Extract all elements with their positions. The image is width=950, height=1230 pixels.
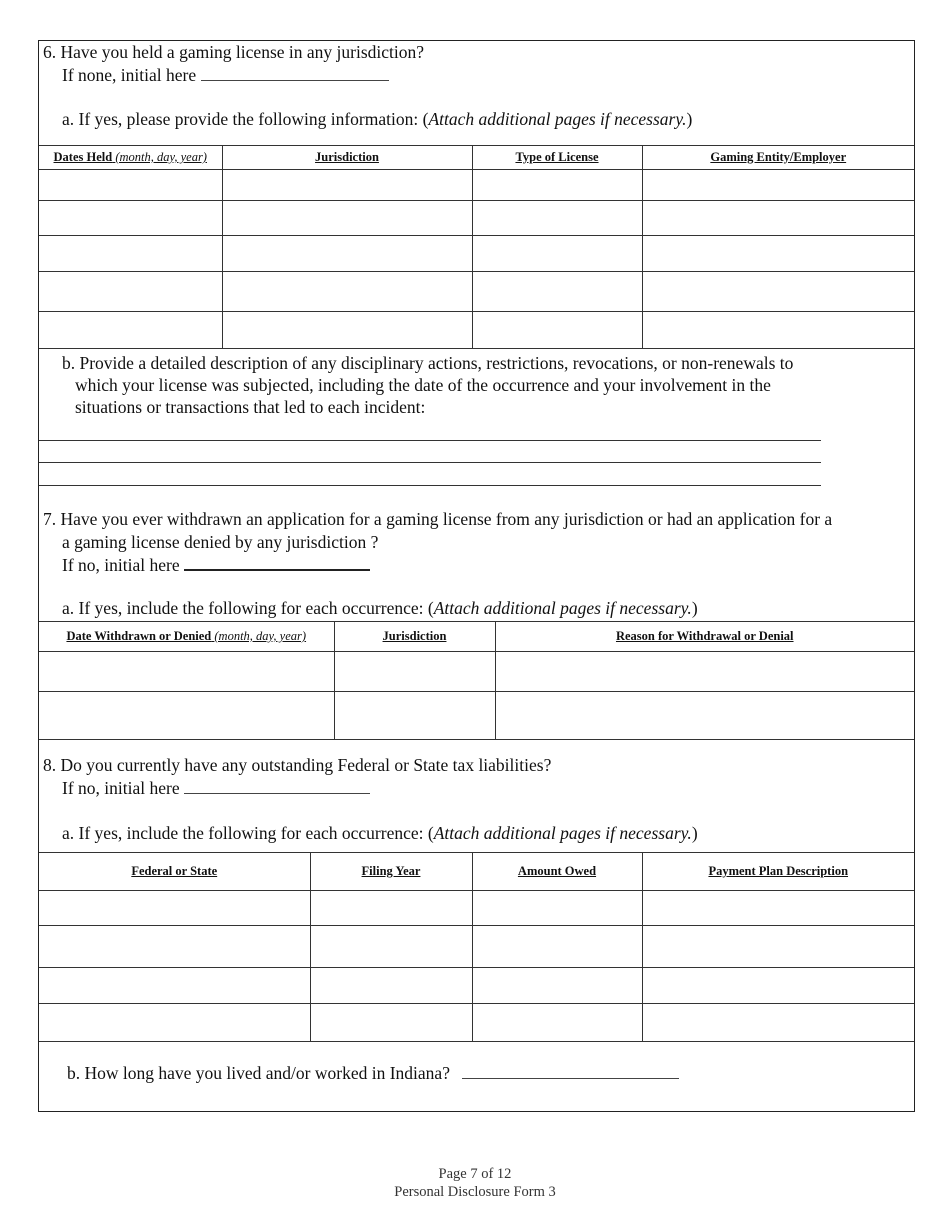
q8-initial-row bbox=[62, 777, 370, 799]
table-cell[interactable] bbox=[642, 968, 914, 1004]
table-cell[interactable] bbox=[39, 236, 222, 272]
table-cell[interactable] bbox=[642, 170, 914, 201]
q6-col-type: Type of License bbox=[472, 146, 642, 170]
table-cell[interactable] bbox=[472, 272, 642, 312]
table-cell[interactable] bbox=[472, 312, 642, 349]
q6-license-table bbox=[39, 145, 914, 349]
q6-initial-field[interactable] bbox=[201, 64, 389, 81]
footer-form-name: Personal Disclosure Form 3 bbox=[394, 1184, 556, 1200]
table-row bbox=[39, 968, 914, 1004]
q6-b-line3: situations or transactions that led to each incident: bbox=[75, 397, 426, 417]
table-cell[interactable] bbox=[310, 1004, 472, 1042]
table-cell[interactable] bbox=[472, 926, 642, 968]
table-cell[interactable] bbox=[472, 201, 642, 236]
table-cell[interactable] bbox=[642, 1004, 914, 1042]
table-cell[interactable] bbox=[222, 272, 472, 312]
table-cell[interactable] bbox=[310, 891, 472, 926]
q8-tax-table bbox=[39, 852, 914, 1042]
table-cell[interactable] bbox=[310, 968, 472, 1004]
table-cell[interactable] bbox=[642, 236, 914, 272]
q7-initial-row bbox=[62, 553, 370, 576]
q8-b-row bbox=[67, 1062, 679, 1084]
table-cell[interactable] bbox=[39, 170, 222, 201]
table-row bbox=[39, 1004, 914, 1042]
footer-page-number: Page 7 of 12 bbox=[438, 1166, 512, 1182]
q8-a-italic: Attach additional pages if necessary. bbox=[433, 823, 692, 843]
table-cell[interactable] bbox=[495, 692, 914, 740]
table-cell[interactable] bbox=[642, 272, 914, 312]
q6-a-instruction bbox=[62, 108, 692, 130]
table-cell[interactable] bbox=[334, 692, 495, 740]
table-cell[interactable] bbox=[39, 926, 310, 968]
q8-a-instruction bbox=[62, 822, 698, 844]
q7-initial-label: If no, initial here bbox=[62, 555, 180, 575]
table-cell[interactable] bbox=[472, 236, 642, 272]
table-cell[interactable] bbox=[472, 170, 642, 201]
table-cell[interactable] bbox=[495, 652, 914, 692]
q6-b-answer-line[interactable] bbox=[39, 485, 821, 486]
table-row bbox=[39, 272, 914, 312]
q8-col-filing-year: Filing Year bbox=[310, 853, 472, 891]
table-cell[interactable] bbox=[472, 891, 642, 926]
table-row bbox=[39, 170, 914, 201]
q7-a-italic: Attach additional pages if necessary. bbox=[433, 598, 692, 618]
q8-b-answer-field[interactable] bbox=[462, 1062, 679, 1079]
q8-a-text: a. If yes, include the following for each occurrence: ( bbox=[62, 823, 434, 843]
q6-question: 6. Have you held a gaming license in any jurisdiction? bbox=[43, 42, 425, 62]
table-cell[interactable] bbox=[642, 891, 914, 926]
table-row bbox=[39, 201, 914, 236]
table-cell[interactable] bbox=[642, 926, 914, 968]
table-cell[interactable] bbox=[472, 1004, 642, 1042]
q6-b-answer-line[interactable] bbox=[39, 462, 821, 463]
q8-initial-label: If no, initial here bbox=[62, 778, 180, 798]
table-cell[interactable] bbox=[39, 1004, 310, 1042]
q7-question-line2: a gaming license denied by any jurisdiction ? bbox=[62, 532, 379, 552]
form-frame bbox=[38, 40, 915, 1112]
table-cell[interactable] bbox=[39, 968, 310, 1004]
q7-a-instruction bbox=[62, 597, 698, 619]
table-cell[interactable] bbox=[222, 236, 472, 272]
table-cell[interactable] bbox=[222, 201, 472, 236]
q6-a-italic: Attach additional pages if necessary. bbox=[428, 109, 687, 129]
table-cell[interactable] bbox=[222, 170, 472, 201]
q6-col-entity: Gaming Entity/Employer bbox=[642, 146, 914, 170]
table-cell[interactable] bbox=[39, 312, 222, 349]
table-cell[interactable] bbox=[642, 312, 914, 349]
table-cell[interactable] bbox=[39, 692, 334, 740]
q7-col-jurisdiction: Jurisdiction bbox=[334, 622, 495, 652]
q7-a-close: ) bbox=[691, 598, 698, 618]
table-cell[interactable] bbox=[39, 201, 222, 236]
table-row bbox=[39, 236, 914, 272]
q8-col-payment-plan: Payment Plan Description bbox=[642, 853, 914, 891]
table-cell[interactable] bbox=[472, 968, 642, 1004]
q7-a-text: a. If yes, include the following for each occurrence: ( bbox=[62, 598, 434, 618]
q6-col-dates-held: Dates Held (month, day, year) bbox=[39, 146, 222, 170]
q7-col-reason: Reason for Withdrawal or Denial bbox=[495, 622, 914, 652]
table-row bbox=[39, 312, 914, 349]
table-row bbox=[39, 652, 914, 692]
q8-col-federal-state: Federal or State bbox=[39, 853, 310, 891]
table-row bbox=[39, 692, 914, 740]
q6-b-line1: b. Provide a detailed description of any disciplinary actions, restrictions, revocations, or non-renewals to bbox=[62, 353, 794, 373]
q6-initial-label: If none, initial here bbox=[62, 65, 197, 85]
q7-application-table bbox=[39, 621, 914, 740]
q7-question-line1: 7. Have you ever withdrawn an application for a gaming license from any jurisdiction or had an application for a bbox=[43, 509, 833, 529]
table-cell[interactable] bbox=[642, 201, 914, 236]
q8-col-amount-owed: Amount Owed bbox=[472, 853, 642, 891]
q6-col-jurisdiction: Jurisdiction bbox=[222, 146, 472, 170]
table-cell[interactable] bbox=[222, 312, 472, 349]
q6-b-answer-line[interactable] bbox=[39, 440, 821, 441]
table-cell[interactable] bbox=[334, 652, 495, 692]
q6-a-close: ) bbox=[686, 109, 693, 129]
table-cell[interactable] bbox=[310, 926, 472, 968]
table-row bbox=[39, 926, 914, 968]
q7-col-date: Date Withdrawn or Denied (month, day, year) bbox=[39, 622, 334, 652]
table-row bbox=[39, 891, 914, 926]
q6-initial-row bbox=[62, 64, 389, 86]
table-cell[interactable] bbox=[39, 652, 334, 692]
table-cell[interactable] bbox=[39, 272, 222, 312]
q8-initial-field[interactable] bbox=[184, 777, 370, 794]
q6-a-text: a. If yes, please provide the following information: ( bbox=[62, 109, 429, 129]
table-cell[interactable] bbox=[39, 891, 310, 926]
q8-b-text: b. How long have you lived and/or worked in Indiana? bbox=[67, 1063, 450, 1083]
q7-initial-field[interactable] bbox=[184, 553, 370, 571]
q8-a-close: ) bbox=[691, 823, 698, 843]
q6-b-line2: which your license was subjected, including the date of the occurrence and your involvement in the bbox=[75, 375, 771, 395]
q8-question: 8. Do you currently have any outstanding Federal or State tax liabilities? bbox=[43, 755, 552, 775]
